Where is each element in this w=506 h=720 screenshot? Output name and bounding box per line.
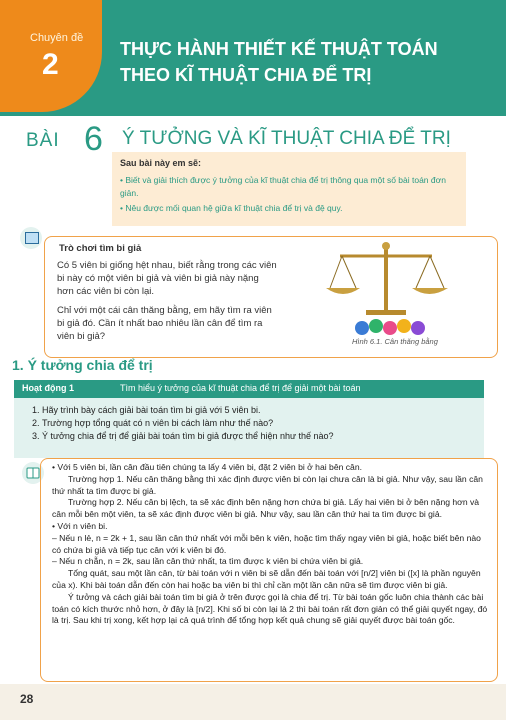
activity-body: [14, 398, 484, 458]
explanation-paragraph: • Với 5 viên bi, lần cân đầu tiên chúng ta lấy 4 viên bi, đặt 2 viên bi ở hai bên cân.: [52, 462, 363, 472]
explanation-paragraph: • Với n viên bi.: [52, 520, 108, 531]
objectives-list: [120, 174, 460, 217]
explanation-text: [52, 462, 488, 627]
chapter-label: Chuyên đề: [30, 32, 84, 44]
explanation-paragraph: – Nếu n chẵn, n = 2k, sau lần cân thứ nhất, ta tìm được k viên bi chứa viên bi giả.: [52, 556, 364, 567]
game-paragraph: Chỉ với một cái cân thăng bằng, em hãy tìm ra viên bi giả đó. Cần ít nhất bao nhiêu lần cân để tìm ra viên bi giả?: [57, 305, 272, 342]
activity-header: [14, 380, 484, 398]
activity-question: 1. Hãy trình bày cách giải bài toán tìm bi giả với 5 viên bi.: [42, 404, 334, 417]
game-paragraph: Có 5 viên bi giống hệt nhau, biết rằng trong các viên bi này có một viên bi giả và viên bi giả này nặng hơn các viên bi còn lại.: [57, 260, 277, 297]
activity-question: 3. Ý tưởng chia để trị để giải bài toán tìm bi giả được thể hiện như thế nào?: [42, 430, 334, 443]
objective-item: • Biết và giải thích được ý tưởng của kĩ thuật chia để trị thông qua một số bài toán đơn giản.: [120, 175, 446, 198]
activity-question: 2. Trường hợp tổng quát có n viên bi cách làm như thế nào?: [42, 417, 334, 430]
game-text: [57, 259, 277, 349]
chapter-title-line2: THEO KĨ THUẬT CHIA ĐỂ TRỊ: [120, 65, 372, 85]
explanation-paragraph: – Nếu n lẻ, n = 2k + 1, sau lần cân thứ nhất với mỗi bên k viên, hoặc tìm thấy ngay viên bi giả, hoặc biết bên nào có chứa bi giả và tiếp tục cân với k viên bi đó.: [52, 532, 481, 555]
tablet-icon: [20, 227, 42, 249]
lesson-prefix: BÀI: [26, 130, 60, 151]
explanation-paragraph: Tổng quát, sau một lần cân, từ bài toán với n viên bi sẽ dẫn đến bài toán với [n/2] viên bi ([x] là phần nguyên của x). Khi bài toán dẫn đến còn hai hoặc ba viên bi thì chỉ cần một lần cân nữa sẽ tìm được viên bi giả.: [52, 568, 481, 590]
explanation-paragraph: Trường hợp 1. Nếu cân thăng bằng thì xác định được viên bi còn lại chưa cân là bi giả. Như vậy, sau lần cân thứ nhất ta tìm được bi giả.: [52, 473, 483, 496]
explanation-paragraph: Trường hợp 2. Nếu cân bị lệch, ta sẽ xác định bên nặng hơn chứa bi giả. Lấy hai viên bi ở bên nặng hơn và cân mỗi bên một viên, ta sẽ xác định được viên bi giả. Như vậy, sau lần cân thứ hai ta tìm được bi giả.: [52, 497, 480, 520]
activity-title: Tìm hiểu ý tưởng của kĩ thuật chia để trị để giải một bài toán: [120, 383, 361, 393]
balance-scale-illustration: [300, 236, 480, 340]
page-number: 28: [20, 692, 34, 706]
footer-band: [0, 684, 506, 720]
section-title: 1. Ý tưởng chia để trị: [12, 357, 153, 373]
figure-caption: Hình 6.1. Cân thăng bằng: [352, 337, 438, 346]
activity-label: Hoạt động 1: [22, 383, 74, 393]
game-title: Trò chơi tìm bi giả: [59, 243, 142, 254]
lesson-number: 6: [84, 120, 103, 158]
chapter-number: 2: [42, 48, 59, 81]
activity-questions: [14, 404, 334, 443]
lesson-title: Ý TƯỞNG VÀ KĨ THUẬT CHIA ĐỂ TRỊ: [122, 128, 451, 149]
chapter-title-line1: THỰC HÀNH THIẾT KẾ THUẬT TOÁN: [120, 39, 438, 59]
objectives-heading: Sau bài này em sẽ:: [120, 158, 202, 168]
explanation-paragraph: Ý tưởng và cách giải bài toán tìm bi giả ở trên được gọi là chia để trị. Từ bài toán gốc luôn chia thành các bài toán có kích thước nhỏ hơn, ở đây là [n/2]. Khi số bi còn lại là 2 thì bài toán rất đơn giản có thể giải quyết ngay, đó là trị. Sau khi trị xong, kết hợp lại cả quá trình để tổng hợp kết quả chung sẽ giải quyết được bài toán gốc.: [52, 591, 488, 626]
objectives-box: [112, 152, 466, 226]
objective-item: • Nêu được mối quan hệ giữa kĩ thuật chia để trị và đệ quy.: [120, 203, 343, 213]
chapter-title: [120, 36, 438, 88]
